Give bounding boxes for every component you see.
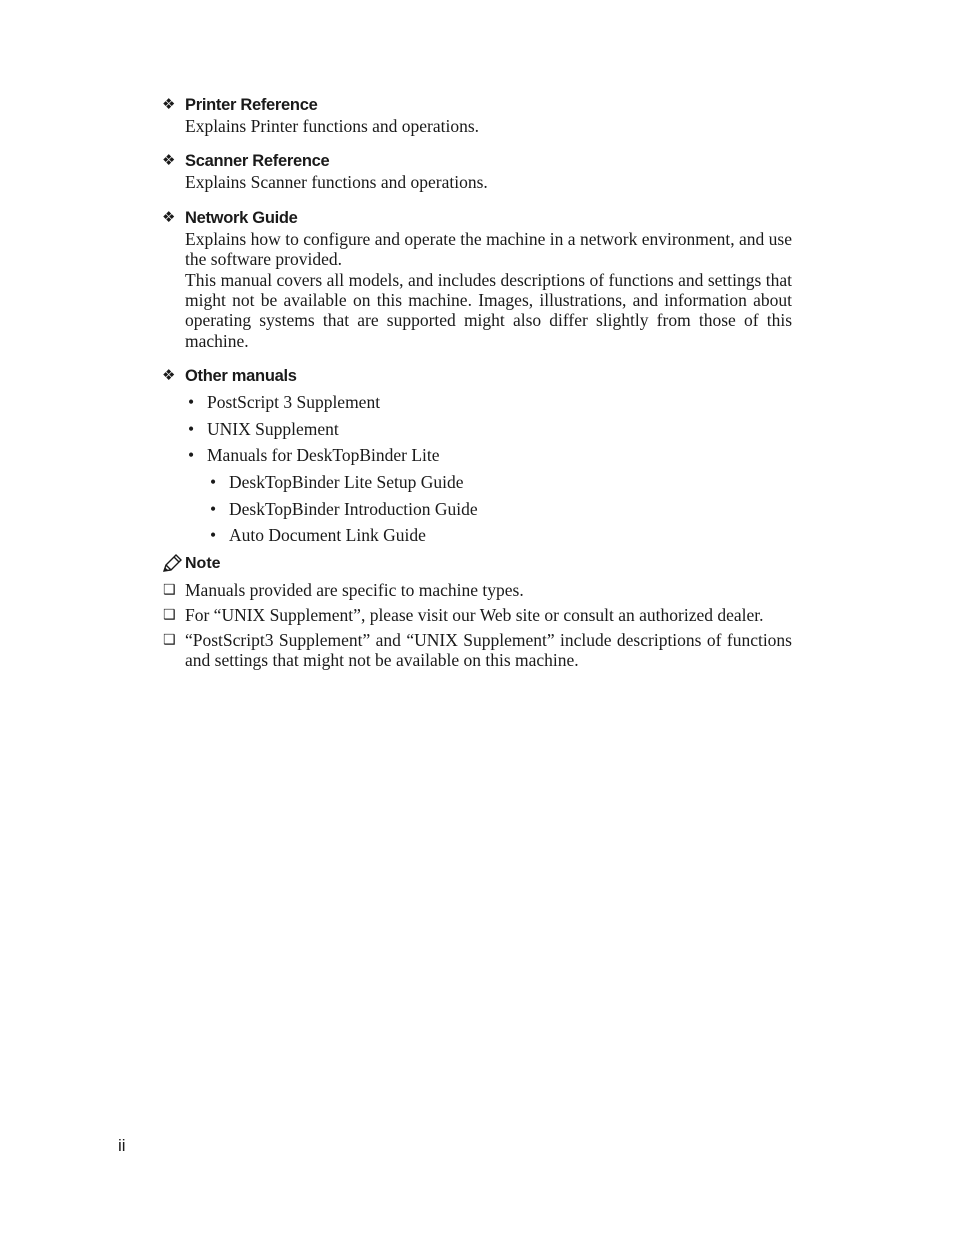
note-item-text: Manuals provided are specific to machine types. bbox=[185, 579, 524, 600]
bullet-icon: • bbox=[210, 525, 217, 546]
note-item bbox=[162, 605, 792, 625]
checkbox-icon: ❑ bbox=[163, 606, 176, 623]
section-description: Explains how to configure and operate the machine in a network environment, and use the software provided. bbox=[185, 228, 792, 270]
section-description: Explains Printer functions and operations. bbox=[185, 116, 480, 136]
section-heading bbox=[162, 94, 792, 116]
section-heading-text: Other manuals bbox=[185, 367, 297, 386]
checkbox-icon: ❑ bbox=[163, 631, 176, 648]
note-item bbox=[162, 630, 792, 671]
note-item-text: “PostScript3 Supplement” and “UNIX Supplement” include descriptions of functions and settings that might not be available on this machine. bbox=[185, 629, 792, 671]
bullet-icon: • bbox=[188, 445, 195, 466]
diamond-cross-icon: ❖ bbox=[162, 152, 176, 170]
bullet-icon: • bbox=[188, 418, 195, 439]
section-heading bbox=[162, 207, 792, 229]
section-heading-text: Network Guide bbox=[185, 208, 298, 227]
list-item-text: UNIX Supplement bbox=[207, 418, 339, 439]
diamond-cross-icon: ❖ bbox=[162, 367, 176, 385]
bullet-icon: • bbox=[210, 498, 217, 519]
list-item-text: Manuals for DeskTopBinder Lite bbox=[207, 445, 440, 466]
note-block bbox=[162, 553, 792, 670]
section-heading bbox=[162, 150, 792, 172]
section-description: Explains Scanner functions and operations. bbox=[185, 172, 488, 193]
section-scanner-reference bbox=[162, 150, 792, 192]
section-heading-text: Printer Reference bbox=[185, 96, 318, 114]
list-item-text: DeskTopBinder Introduction Guide bbox=[229, 498, 478, 519]
list-item bbox=[185, 445, 792, 465]
bullet-icon: • bbox=[188, 392, 195, 413]
diamond-cross-icon: ❖ bbox=[162, 96, 176, 113]
section-other-manuals bbox=[162, 365, 792, 545]
section-description-extra: This manual covers all models, and includes descriptions of functions and settings that might not be available on this machine. Images, illustrations, and information about operating systems that are supported might also differ slightly from those of this machine. bbox=[185, 269, 792, 351]
note-heading bbox=[162, 553, 792, 575]
list-item-text: DeskTopBinder Lite Setup Guide bbox=[229, 472, 464, 493]
note-item bbox=[162, 580, 792, 600]
sub-list-item bbox=[207, 472, 792, 492]
checkbox-icon: ❑ bbox=[163, 581, 176, 598]
sub-list-item bbox=[207, 525, 792, 545]
pencil-icon bbox=[162, 553, 183, 573]
page-content bbox=[162, 94, 792, 671]
note-heading-text: Note bbox=[185, 555, 221, 573]
section-printer-reference bbox=[162, 94, 792, 136]
sub-list-item bbox=[207, 499, 792, 519]
manuals-list bbox=[185, 392, 792, 545]
diamond-cross-icon: ❖ bbox=[162, 208, 176, 226]
list-item bbox=[185, 419, 792, 439]
note-item-text: For “UNIX Supplement”, please visit our Web site or consult an authorized dealer. bbox=[185, 604, 764, 625]
page-number: ii bbox=[118, 1136, 126, 1155]
list-item-text: Auto Document Link Guide bbox=[229, 525, 426, 546]
section-heading bbox=[162, 365, 792, 387]
list-item-text: PostScript 3 Supplement bbox=[207, 392, 381, 413]
section-network-guide bbox=[162, 207, 792, 351]
list-item bbox=[185, 392, 792, 412]
bullet-icon: • bbox=[210, 472, 217, 493]
section-heading-text: Scanner Reference bbox=[185, 152, 330, 171]
